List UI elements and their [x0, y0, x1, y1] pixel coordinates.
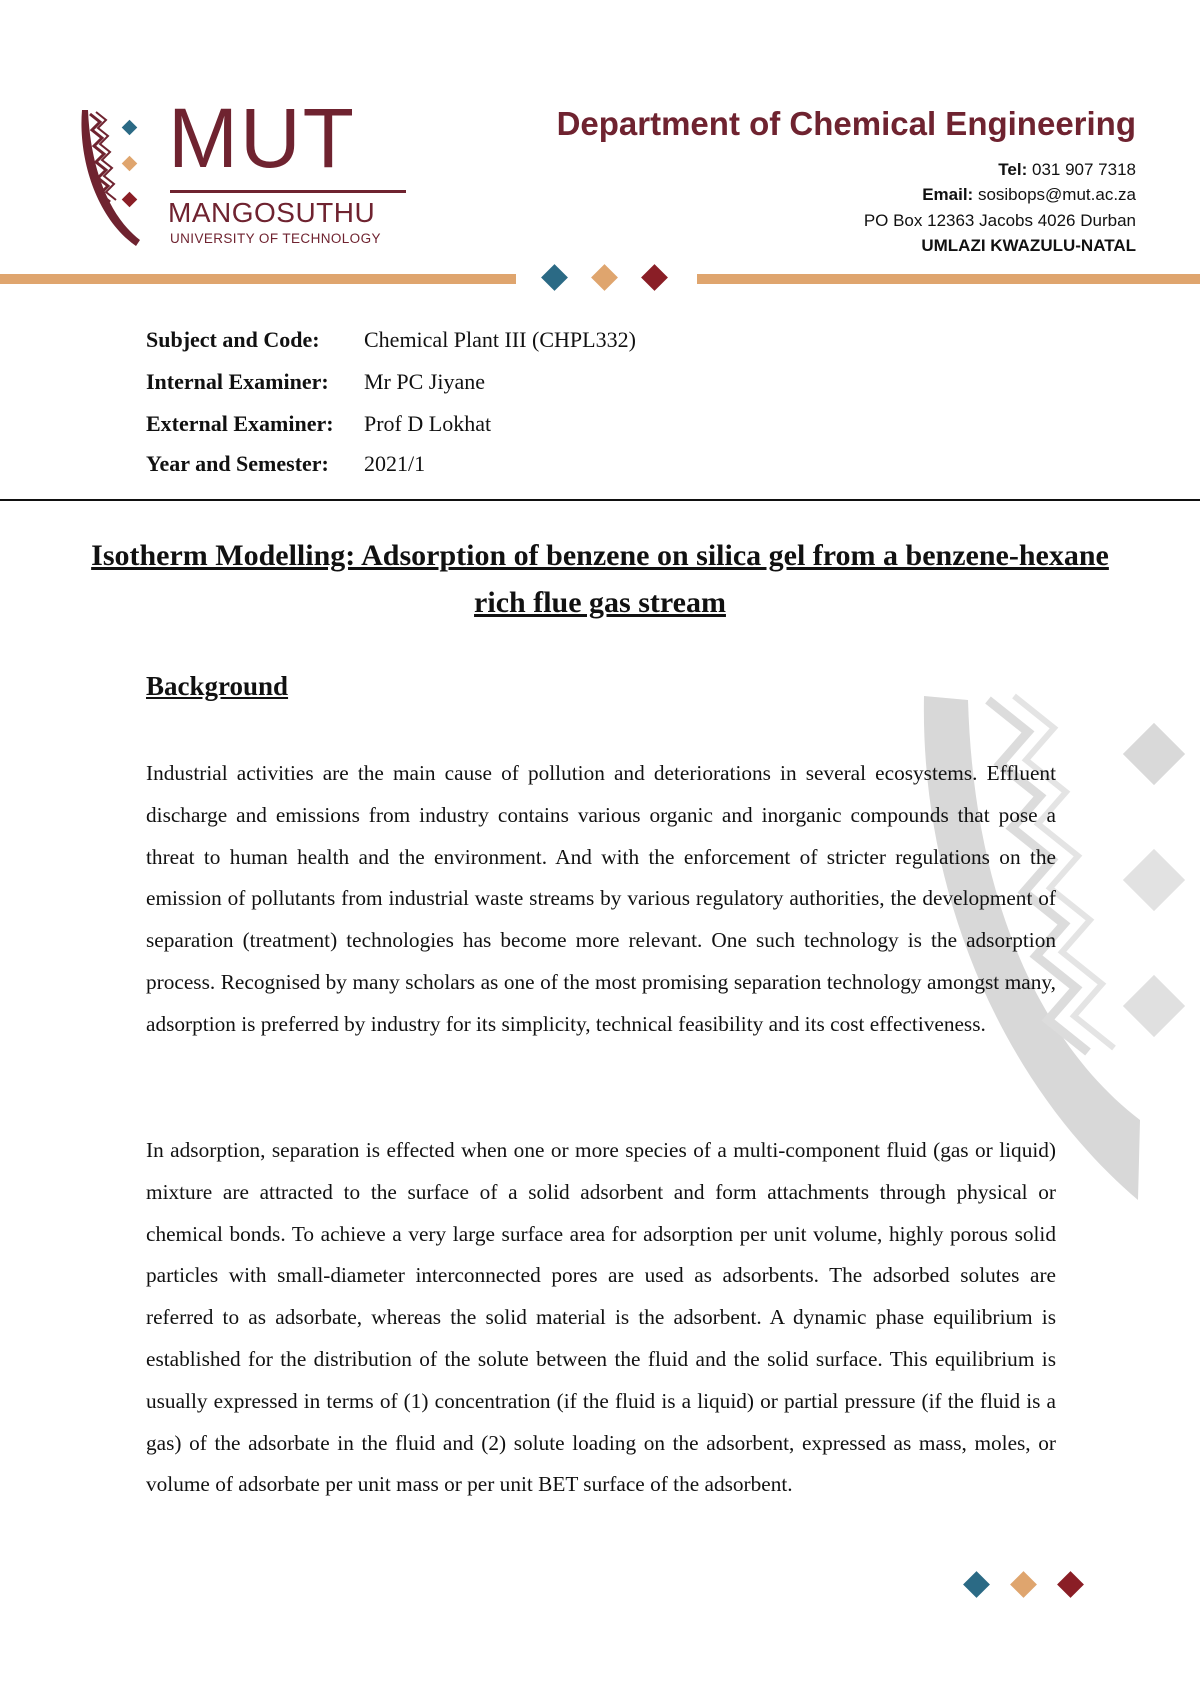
header-band-left — [0, 274, 516, 284]
section-divider — [0, 499, 1200, 501]
footer-diamond-red-icon — [1057, 1571, 1084, 1598]
logo-name: MANGOSUTHU — [168, 197, 376, 228]
diamond-tan-icon — [591, 264, 618, 291]
tel-label: Tel: — [998, 160, 1028, 179]
logo-acronym: MUT — [168, 91, 356, 185]
meta-label-external-examiner: External Examiner: — [146, 411, 334, 436]
contact-tel — [998, 160, 1136, 180]
tel-value: 031 907 7318 — [1032, 160, 1136, 179]
meta-label-internal-examiner: Internal Examiner: — [146, 369, 329, 394]
paragraph-2: In adsorption, separation is effected when one or more species of a multi-component fluid (gas or liquid) mixture are attracted to the surface of a solid adsorbent and form attachments through physical or chemical bonds. To achieve a very large surface area for adsorption per unit volume, highly porous solid particles with small-diameter interconnected pores are used as adsorbents. The adsorbed solutes are referred to as adsorbate, whereas the solid material is the adsorbent. A dynamic phase equilibrium is established for the distribution of the solute between the fluid and the solid surface. This equilibrium is usually expressed in terms of (1) concentration (if the fluid is a liquid) or partial pressure (if the fluid is a gas) of the adsorbate in the fluid and (2) solute loading on the adsorbent, expressed as mass, moles, or volume of adsorbate per unit mass or per unit BET surface of the adsorbent. — [146, 1138, 1056, 1497]
meta-value-year-semester: 2021/1 — [364, 451, 426, 476]
contact-location: UMLAZI KWAZULU-NATAL — [921, 236, 1136, 255]
email-link[interactable]: sosibops@mut.ac.za — [977, 185, 1136, 204]
paragraph-1: Industrial activities are the main cause of pollution and deteriorations in several ecosystems. Effluent discharge and emissions from industry contains various organic and inorganic compounds that pose a threat to human health and the environment. And with the enforcement of stricter regulations on the emission of pollutants from industrial waste streams by various regulatory authorities, the development of separation (treatment) technologies has become more relevant. One such technology is the adsorption process. Recognised by many scholars as one of the most promising separation technology amongst many, adsorption is preferred by industry for its simplicity, technical feasibility and its cost effectiveness. — [146, 761, 1056, 1036]
meta-label-year-semester: Year and Semester: — [146, 451, 329, 476]
diamond-teal-icon — [541, 264, 568, 291]
contact-email — [922, 185, 1136, 205]
section-heading-background: Background — [146, 671, 289, 701]
meta-value-external-examiner: Prof D Lokhat — [364, 411, 492, 436]
university-logo-mark-icon — [76, 108, 156, 248]
diamond-red-icon — [641, 264, 668, 291]
meta-label-subject: Subject and Code: — [146, 327, 320, 352]
department-title: Department of Chemical Engineering — [556, 105, 1136, 142]
meta-value-internal-examiner: Mr PC Jiyane — [364, 369, 485, 394]
email-label: Email: — [922, 185, 974, 204]
logo-tagline: UNIVERSITY OF TECHNOLOGY — [170, 231, 381, 246]
meta-value-subject: Chemical Plant III (CHPL332) — [364, 327, 636, 352]
document-title: Isotherm Modelling: Adsorption of benzene on silica gel from a benzene-hexane rich flue gas stream — [91, 539, 1109, 619]
logo-divider — [170, 190, 406, 193]
contact-address: PO Box 12363 Jacobs 4026 Durban — [863, 211, 1136, 230]
footer-diamond-teal-icon — [963, 1571, 990, 1598]
header-band-right — [697, 274, 1200, 284]
footer-diamond-tan-icon — [1010, 1571, 1037, 1598]
